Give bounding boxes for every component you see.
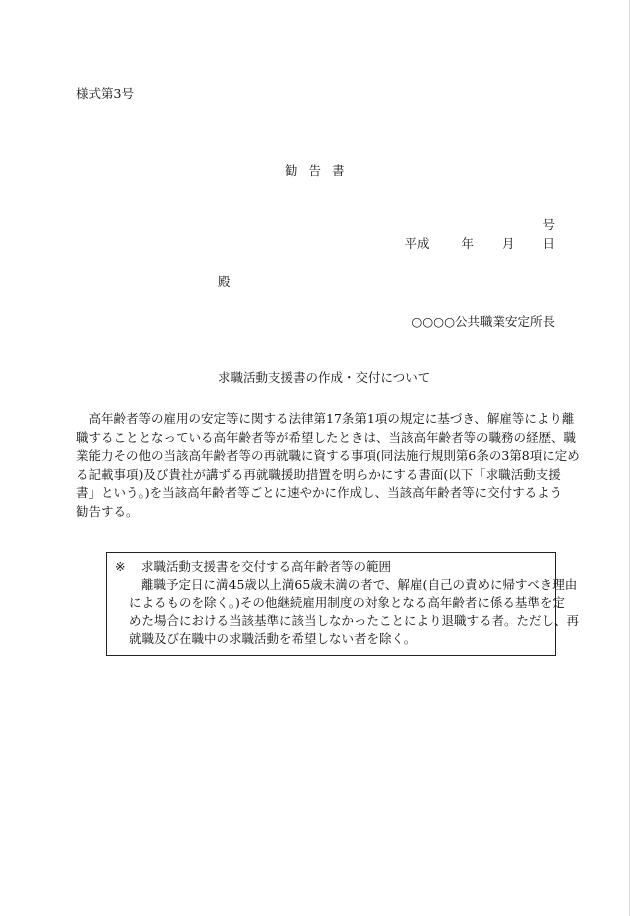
note-line: 就職及び在職中の求職活動を希望しない者を除く。 [129, 631, 417, 646]
note-line: めた場合における当該基準に該当しなかったことにより退職する者。ただし、再 [129, 613, 580, 628]
body-line: る記載事項)及び貴社が講ずる再就職援助措置を明らかにする書面(以下「求職活動支援 [76, 466, 561, 482]
note-line: によるものを除く。)その他継続雇用制度の対象となる高年齢者に係る基準を定 [129, 595, 565, 610]
date-line [404, 236, 555, 252]
document-number-label: 号 [542, 217, 555, 232]
body-line: 業能力その他の当該高年齢者等の再就職に資する事項(同法施行規則第6条の3第8項に定め [76, 448, 580, 463]
body-line: 書」という。)を当該高年齢者等ごとに速やかに作成し、当該高年齢者等に交付するよう [76, 485, 563, 500]
note-line: 離職予定日に満45歳以上満65歳未満の者で、解雇(自己の責めに帰すべき理由 [141, 577, 578, 592]
subject-line: 求職活動支援書の作成・交付について [218, 370, 431, 385]
date-month-label: 月 [501, 236, 515, 251]
issuer: ○○○○公共職業安定所長 [411, 314, 555, 329]
body-line: 高年齢者等の雇用の安定等に関する法律第17条第1項の規定に基づき、解雇等により離 [76, 411, 575, 426]
body-text [76, 410, 580, 521]
date-year-label: 年 [461, 236, 474, 251]
note-mark: ※ [115, 559, 126, 574]
document-title: 勧告書 [285, 163, 356, 178]
recipient-suffix: 殿 [218, 274, 231, 289]
note-box [106, 552, 580, 656]
form-number: 様式第3号 [76, 86, 134, 101]
date-day-label: 日 [542, 236, 555, 251]
body-line: 職することとなっている高年齢者等が希望したときは、当該高年齢者等の職務の経歴、職 [76, 429, 577, 445]
body-line: 勧告する。 [76, 503, 139, 519]
note-heading: 求職活動支援書を交付する高年齢者等の範囲 [141, 559, 392, 574]
date-era: 平成 [404, 236, 430, 251]
